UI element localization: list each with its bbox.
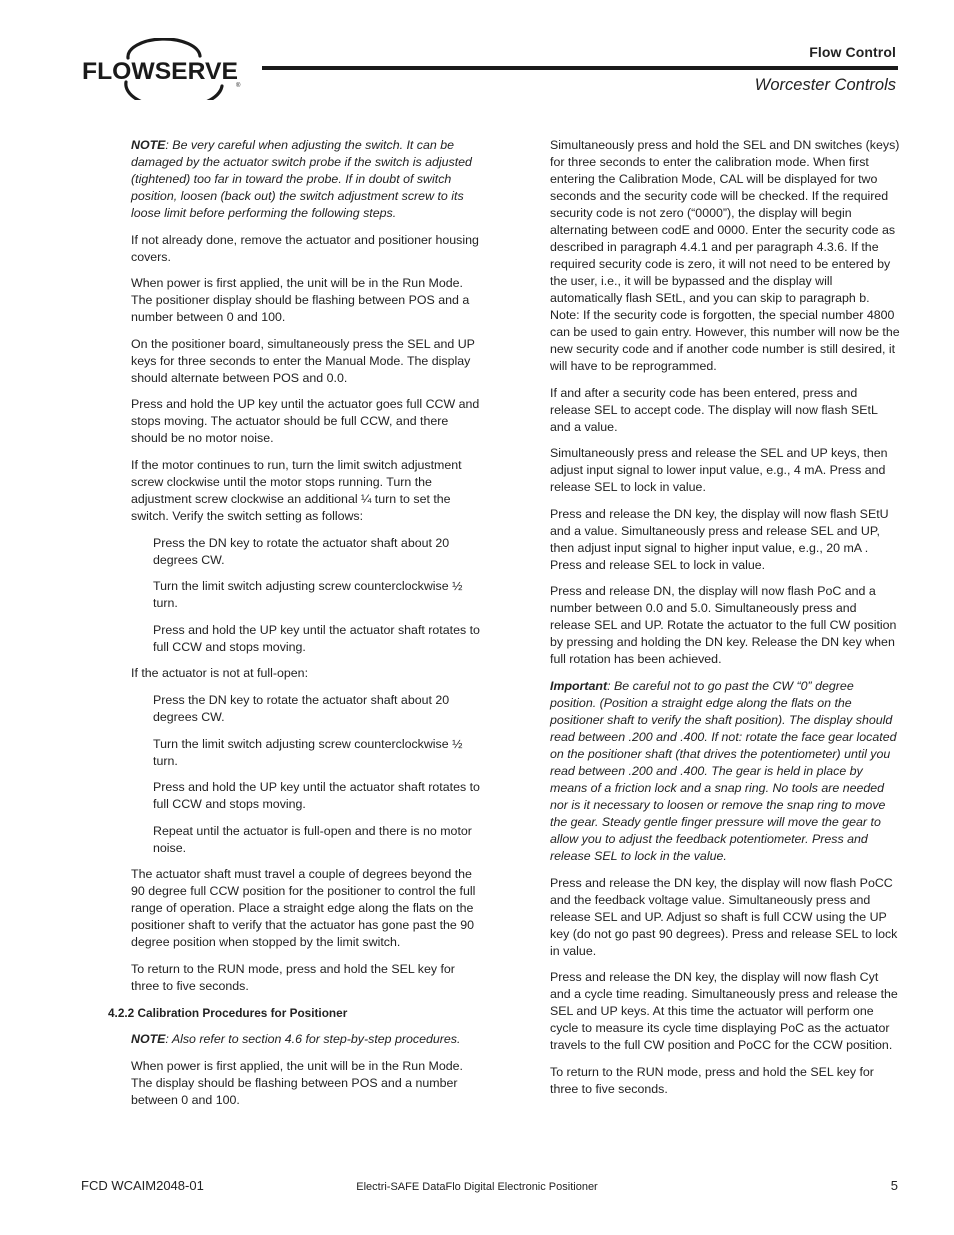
body-paragraph: To return to the RUN mode, press and hold the SEL key for three to five seconds. [131, 961, 455, 993]
step-paragraph: Turn the limit switch adjusting screw counterclockwise ½ turn. [153, 579, 463, 611]
note-lead: NOTE [131, 1032, 166, 1047]
header-title: Flow Control [809, 44, 896, 60]
flowserve-logo [80, 38, 245, 100]
note-text: : Be careful not to go past the CW “0” degree position. (Position a straight edge along the flats on the positioner shaft to verify the shaft position). The display should read between .200 and .400. If not: rotate the face gear located on the positioner shaft (that drives the potentiometer) until you read between .200 and .400. The gear is held in place by means of a friction lock and a snap ring. No tools are needed nor is it necessary to loosen or remove the snap ring to move the gear. Steady gentle finger pressure will move the gear to allow you to adjust the feedback potentiometer. Press and release SEL to lock in the value. [550, 678, 897, 863]
body-paragraph: Press and release the DN key, the display will now flash SEtU and a value. Simultaneously press and release SEL and UP, then adjust input signal to higher input value, e.g., 20 mA . Press and release SEL to lock in value. [550, 506, 889, 572]
body-paragraph: When power is first applied, the unit will be in the Run Mode. The positioner display should be flashing between POS and a number between 0 and 100. [131, 276, 470, 325]
section-heading: 4.2.2 Calibration Procedures for Positioner [108, 1005, 348, 1020]
note-lead: Important [550, 678, 608, 693]
step-paragraph: Press the DN key to rotate the actuator shaft about 20 degrees CW. [153, 535, 450, 567]
body-paragraph: Press and hold the UP key until the actuator goes full CCW and stops moving. The actuator should be full CCW, and there should be no motor noise. [131, 397, 480, 446]
body-paragraph: If and after a security code has been entered, press and release SEL to accept code. The display will now flash SEtL and a value. [550, 385, 878, 434]
step-paragraph: Repeat until the actuator is full-open and there is no motor noise. [153, 823, 472, 855]
body-paragraph: Press and release the DN key, the display will now flash PoCC and the feedback voltage value. Simultaneously press and release SEL and UP. Adjust so shaft is full CCW using the UP key (do not go past 90 degrees). Press and release SEL to lock in value. [550, 875, 898, 958]
note-lead: NOTE [131, 138, 166, 152]
svg-text:®: ® [236, 83, 241, 89]
body-paragraph: To return to the RUN mode, press and hold the SEL key for three to five seconds. [550, 1064, 874, 1096]
body-paragraph: On the positioner board, simultaneously press the SEL and UP keys for three seconds to enter the Manual Mode. The display should alternate between POS and 0.0. [131, 336, 475, 385]
header-rule [262, 66, 898, 70]
body-paragraph: The actuator shaft must travel a couple of degrees beyond the 90 degree full CCW position for the positioner to control the full range of operation. Place a straight edge along the flats on the positioner shaft to verify that the actuator has gone past the 90 degree position when stopped by the limit switch. [131, 867, 476, 950]
body-paragraph: If not already done, remove the actuator and positioner housing covers. [131, 232, 479, 264]
step-paragraph: Press and hold the UP key until the actuator shaft rotates to full CCW and stops moving. [153, 780, 480, 812]
left-column [108, 137, 481, 1118]
footer-doc-id: FCD WCAIM2048-01 [81, 1178, 204, 1193]
step-paragraph: Press and hold the UP key until the actuator shaft rotates to full CCW and stops moving. [153, 622, 480, 654]
note-text: : Also refer to section 4.6 for step-by-step procedures. [165, 1032, 461, 1047]
right-column [550, 137, 900, 1107]
note-paragraph [131, 1031, 481, 1048]
header-subtitle: Worcester Controls [754, 76, 896, 94]
step-paragraph: Turn the limit switch adjusting screw counterclockwise ½ turn. [153, 736, 463, 768]
body-paragraph: Press and release the DN key, the display will now flash Cyt and a cycle time reading. Simultaneously press and release the SEL and UP keys. At this time the actuator will perform one cycle to measure its cycle time displaying PoC as the actuator travels to the full CW position and PoCC for the CCW position. [550, 970, 898, 1053]
note-paragraph [550, 678, 900, 865]
header-titles [754, 44, 896, 94]
body-paragraph: If the actuator is not at full-open: [131, 666, 309, 681]
note-text: : Be very careful when adjusting the switch. It can be damaged by the actuator switch probe if the switch is adjusted (tightened) too far in toward the probe. If in doubt of switch position, loosen (back out) the switch adjustment screw to its loose limit before performing the following steps. [131, 138, 472, 220]
logo-wordmark: FLOWSERVE [82, 58, 238, 85]
step-paragraph: Press the DN key to rotate the actuator shaft about 20 degrees CW. [153, 692, 450, 724]
body-paragraph: Simultaneously press and hold the SEL and DN switches (keys) for three seconds to enter the calibration mode. When first entering the Calibration Mode, CAL will be displayed for two seconds and the security code will be checked. If the required security code is not zero (“0000”), the display will begin alternating between codE and 0000. Enter the security code as described in paragraph 4.4.1 and per paragraph 4.3.6. If the required security code is zero, it will not need to be entered by the user, i.e., it will be bypassed and the display will automatically flash SEtL, and you can skip to paragraph b. Note: If the security code is forgotten, the special number 4800 can be used to gain entry. However, this number will now be the new security code and if another code number is still desired, it will have to be reprogrammed. [550, 138, 900, 373]
note-paragraph [131, 137, 481, 222]
body-paragraph: When power is first applied, the unit will be in the Run Mode. The display should be flashing between POS and a number between 0 and 100. [131, 1058, 463, 1107]
footer-product: Electri-SAFE DataFlo Digital Electronic Positioner [356, 1181, 598, 1193]
body-paragraph: Simultaneously press and release the SEL and UP keys, then adjust input signal to lower input value, e.g., 4 mA. Press and release SEL to lock in value. [550, 446, 888, 495]
body-paragraph: If the motor continues to run, turn the limit switch adjustment screw clockwise until the motor stops running. Turn the adjustment screw clockwise an additional ¼ turn to set the switch. Verify the switch setting as follows: [131, 457, 462, 523]
footer-page-number: 5 [890, 1178, 898, 1193]
body-paragraph: Press and release DN, the display will now flash PoC and a number between 0.0 and 5.0. Simultaneously press and release SEL and UP. Rotate the actuator to the full CW position by pressing and holding the DN key. Release the DN key when full rotation has been achieved. [550, 584, 897, 667]
